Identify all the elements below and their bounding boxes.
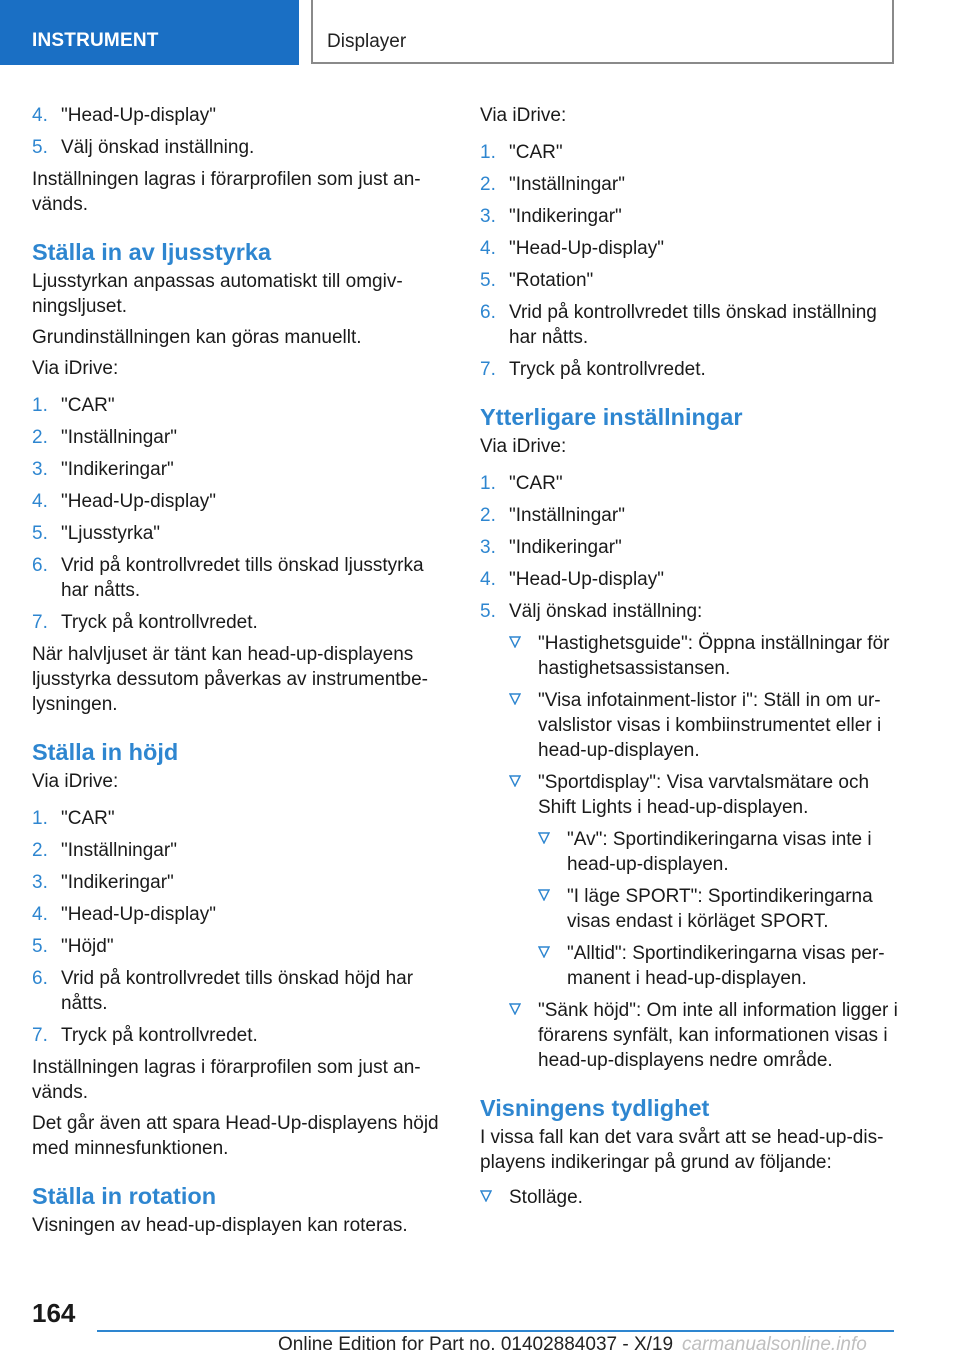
list-number: 6. — [480, 302, 496, 323]
list-item: 4. "Head-Up-display" — [32, 491, 216, 512]
list-item: 5. Välj önskad inställning. — [32, 137, 255, 158]
list-item: 3. "Indikeringar" — [32, 459, 174, 480]
list-item: 3. "Indikeringar" — [32, 872, 174, 893]
list-number: 1. — [32, 395, 48, 416]
list-number: 7. — [32, 1025, 48, 1046]
list-item: 4. "Head-Up-display" — [32, 904, 216, 925]
list-number: 5. — [480, 270, 496, 291]
list-item: 3. "Indikeringar" — [480, 206, 622, 227]
list-item: 2. "Inställningar" — [480, 505, 625, 526]
bullet-item: "Sänk höjd": Om inte all information ligger i förarens synfält, kan informationen visas i head-up-displayens nedre område. — [480, 998, 905, 1073]
list-number: 1. — [480, 142, 496, 163]
bullet-item: "Visa infotainment-listor i": Ställ in om ur- valslistor visas i kombiinstrumentet eller i head-up-displayen. — [480, 688, 905, 763]
steps-list — [32, 806, 452, 1048]
list-item: 5. "Rotation" — [480, 270, 594, 291]
intro-list — [32, 103, 452, 160]
chapter-tab — [311, 0, 894, 64]
triangle-bullet-icon — [538, 946, 550, 958]
paragraph: I vissa fall kan det vara svårt att se head-up-dis- playens indikeringar på grund av följande: — [480, 1127, 884, 1173]
triangle-bullet-icon — [509, 636, 521, 648]
left-column — [32, 103, 452, 1244]
footer-divider — [97, 1330, 894, 1332]
list-item: 1. "CAR" — [480, 473, 563, 494]
paragraph: Ljusstyrkan anpassas automatiskt till omgiv- ningsljuset. — [32, 271, 403, 317]
steps-list — [480, 140, 905, 382]
list-number: 5. — [32, 137, 48, 158]
paragraph: Via iDrive: — [32, 358, 119, 379]
list-number: 1. — [480, 473, 496, 494]
list-item: 4. "Head-Up-display" — [480, 238, 664, 259]
triangle-bullet-icon — [538, 832, 550, 844]
paragraph: Grundinställningen kan göras manuellt. — [32, 327, 362, 348]
list-number: 3. — [32, 459, 48, 480]
bullet-item: "Sportdisplay": Visa varvtalsmätare och Shift Lights i head-up-displayen. — [480, 770, 905, 820]
paragraph: Inställningen lagras i förarprofilen som just an- vänds. — [32, 169, 421, 215]
list-number: 4. — [480, 238, 496, 259]
section-heading: Ställa in rotation — [32, 1183, 217, 1209]
list-number: 3. — [480, 206, 496, 227]
list-item: 5. Välj önskad inställning: — [480, 601, 703, 622]
list-item: 2. "Inställningar" — [32, 427, 177, 448]
list-number: 7. — [480, 359, 496, 380]
list-number: 2. — [480, 174, 496, 195]
paragraph: Via iDrive: — [480, 436, 567, 457]
steps-list — [32, 393, 452, 635]
sub-bullet-item: "Alltid": Sportindikeringarna visas per- manent i head-up-displayen. — [480, 941, 905, 991]
list-item: 4. "Head-Up-display" — [480, 569, 664, 590]
list-number: 2. — [480, 505, 496, 526]
list-number: 4. — [32, 491, 48, 512]
list-item: 6. Vrid på kontrollvredet tills önskad ljusstyrka har nåtts. — [32, 555, 424, 601]
triangle-bullet-icon — [480, 1190, 492, 1202]
triangle-bullet-icon — [509, 1003, 521, 1015]
list-item: 7. Tryck på kontrollvredet. — [32, 612, 258, 633]
section-heading: Ställa in höjd — [32, 739, 179, 765]
sub-bullet-item: "Av": Sportindikeringarna visas inte i head-up-displayen. — [480, 827, 905, 877]
list-number: 3. — [32, 872, 48, 893]
list-item: 5. "Höjd" — [32, 936, 114, 957]
list-item: 6. Vrid på kontrollvredet tills önskad inställning har nåtts. — [480, 302, 877, 348]
triangle-bullet-icon — [538, 889, 550, 901]
bullet-item: Stolläge. — [480, 1185, 905, 1210]
list-item: 6. Vrid på kontrollvredet tills önskad höjd har nåtts. — [32, 968, 414, 1014]
list-number: 1. — [32, 808, 48, 829]
list-number: 7. — [32, 612, 48, 633]
list-item: 3. "Indikeringar" — [480, 537, 622, 558]
paragraph: När halvljuset är tänt kan head-up-displayens ljusstyrka dessutom påverkas av instrumentbe- lysningen. — [32, 644, 428, 715]
paragraph: Via iDrive: — [32, 771, 119, 792]
list-item: 2. "Inställningar" — [32, 840, 177, 861]
section-tab — [0, 0, 299, 65]
list-item: 5. "Ljusstyrka" — [32, 523, 161, 544]
sub-bullet-item: "I läge SPORT": Sportindikeringarna visas endast i körläget SPORT. — [480, 884, 905, 934]
paragraph: Inställningen lagras i förarprofilen som just an- vänds. — [32, 1057, 421, 1103]
list-number: 6. — [32, 555, 48, 576]
list-number: 4. — [32, 105, 48, 126]
edition-text: Online Edition for Part no. 01402884037 - X/19 — [278, 1334, 674, 1355]
list-number: 4. — [32, 904, 48, 925]
triangle-bullet-icon — [509, 693, 521, 705]
list-number: 5. — [32, 523, 48, 544]
paragraph: Visningen av head-up-displayen kan roteras. — [32, 1215, 408, 1236]
section-heading: Visningens tydlighet — [480, 1095, 710, 1121]
list-number: 4. — [480, 569, 496, 590]
list-item: 1. "CAR" — [480, 142, 563, 163]
list-number: 6. — [32, 968, 48, 989]
right-column — [480, 103, 905, 1217]
list-item: 4. "Head-Up-display" — [32, 105, 216, 126]
list-number: 5. — [480, 601, 496, 622]
list-number: 3. — [480, 537, 496, 558]
triangle-bullet-icon — [509, 775, 521, 787]
list-item: 2. "Inställningar" — [480, 174, 625, 195]
list-item: 1. "CAR" — [32, 808, 115, 829]
list-number: 2. — [32, 840, 48, 861]
section-heading: Ställa in av ljusstyrka — [32, 239, 272, 265]
paragraph: Det går även att spara Head-Up-displayens höjd med minnesfunktionen. — [32, 1113, 439, 1159]
list-number: 5. — [32, 936, 48, 957]
watermark: carmanualsonline.info — [682, 1334, 867, 1355]
list-item: 7. Tryck på kontrollvredet. — [480, 359, 706, 380]
section-title: INSTRUMENT — [32, 30, 159, 51]
list-item: 7. Tryck på kontrollvredet. — [32, 1025, 258, 1046]
section-heading: Ytterligare inställningar — [480, 404, 743, 430]
paragraph: Via iDrive: — [480, 105, 567, 126]
chapter-title: Displayer — [327, 31, 407, 52]
page-number: 164 — [32, 1298, 76, 1328]
bullet-item: "Hastighetsguide": Öppna inställningar för hastighetsassistansen. — [480, 631, 905, 681]
steps-list — [480, 471, 905, 624]
list-number: 2. — [32, 427, 48, 448]
list-item: 1. "CAR" — [32, 395, 115, 416]
